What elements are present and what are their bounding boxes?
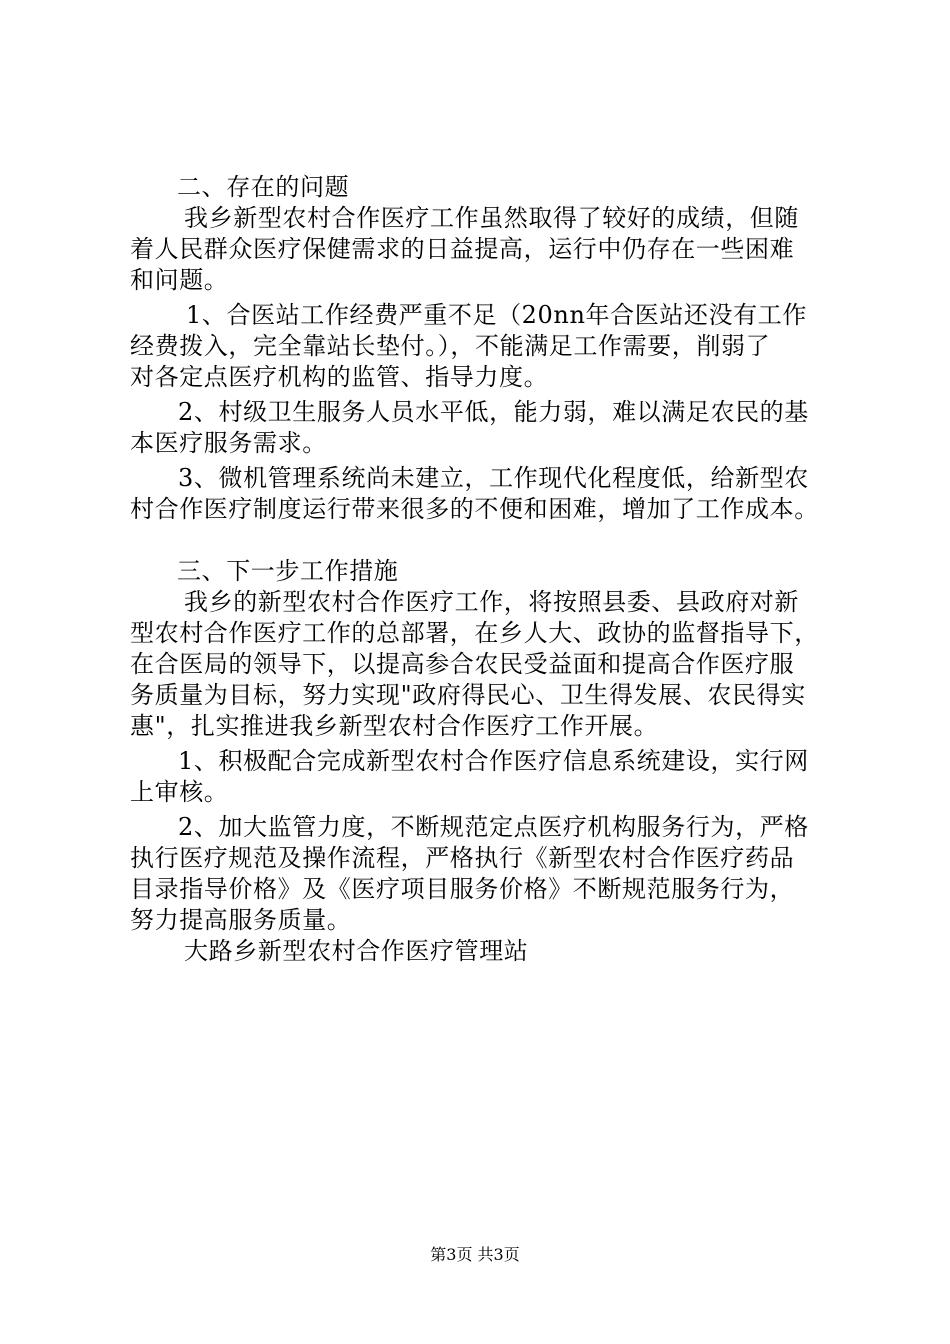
section-heading-next-steps: 三、下一步工作措施 [177,557,399,585]
paragraph-line: 努力提高服务质量。 [130,906,352,934]
paragraph-line: 惠"，扎实推进我乡新型农村合作医疗工作开展。 [130,712,659,740]
paragraph-line: 村合作医疗制度运行带来很多的不便和困难，增加了工作成本。 [130,495,819,523]
paragraph-line: 在合医局的领导下，以提高参合农民受益面和提高合作医疗服 [130,650,795,678]
paragraph-line: 执行医疗规范及操作流程，严格执行《新型农村合作医疗药品 [130,844,795,872]
paragraph-line: 和问题。 [130,266,229,294]
paragraph-line: 2、加大监管力度，不断规范定点医疗机构服务行为，严格 [178,813,809,841]
paragraph-line: 目录指导价格》及《医疗项目服务价格》不断规范服务行为， [130,875,795,903]
paragraph-line: 经费拨入，完全靠站长垫付。），不能满足工作需要，削弱了 [130,332,771,360]
paragraph-line: 我乡新型农村合作医疗工作虽然取得了较好的成绩，但随 [184,204,799,232]
paragraph-line: 务质量为目标，努力实现"政府得民心、卫生得发展、农民得实 [130,681,806,709]
paragraph-line: 3、微机管理系统尚未建立，工作现代化程度低，给新型农 [178,464,809,492]
list-item-problem-3 [130,463,840,525]
document-body [130,172,840,967]
paragraph-line: 1、合医站工作经费严重不足（20nn年合医站还没有工作 [186,301,807,329]
list-item-problem-2 [130,397,840,459]
signature-organization: 大路乡新型农村合作医疗管理站 [184,937,529,965]
paragraph-line: 本医疗服务需求。 [130,429,327,457]
paragraph-line: 1、积极配合完成新型农村合作医疗信息系统建设，实行网 [178,747,809,775]
section-heading-problems: 二、存在的问题 [177,173,350,201]
list-item-problem-1 [130,300,840,393]
paragraph-line: 对各定点医疗机构的监管、指导力度。 [130,363,549,391]
list-item-measure-1 [130,746,840,808]
page-footer: 第3页 共3页 [430,1245,520,1264]
paragraph-line: 2、村级卫生服务人员水平低，能力弱，难以满足农民的基 [178,398,809,426]
paragraph-line: 上审核。 [130,778,229,806]
paragraph-problems-intro [130,203,840,296]
paragraph-next-steps-intro [130,587,840,742]
paragraph-line: 型农村合作医疗工作的总部署，在乡人大、政协的监督指导下， [130,619,819,647]
paragraph-line: 着人民群众医疗保健需求的日益提高，运行中仍存在一些困难 [130,235,795,263]
paragraph-line: 我乡的新型农村合作医疗工作，将按照县委、县政府对新 [184,588,799,616]
list-item-measure-2 [130,812,840,936]
